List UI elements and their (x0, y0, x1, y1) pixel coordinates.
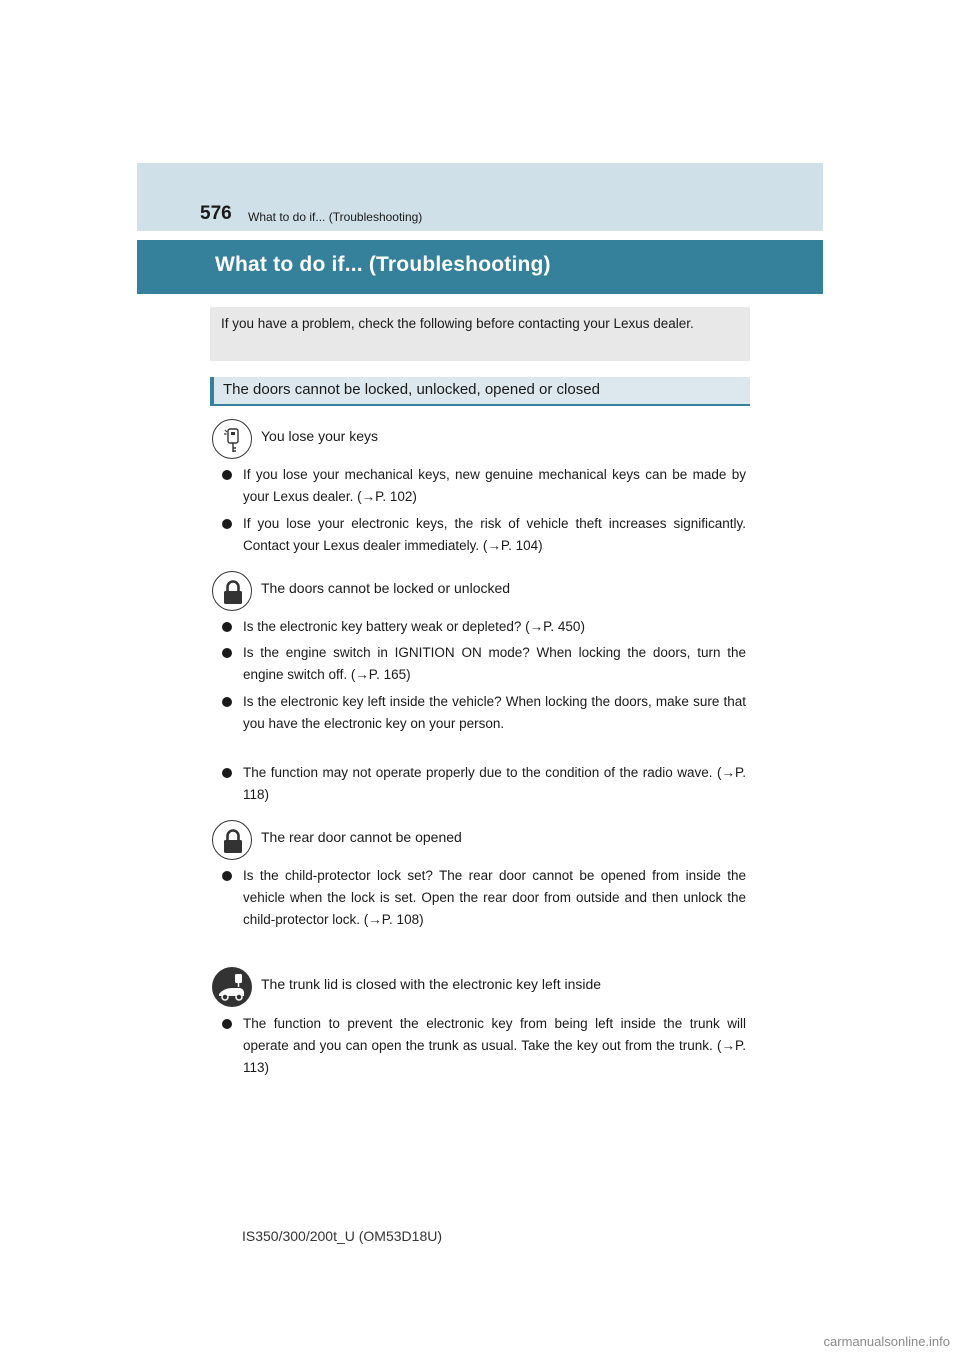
list-item: Is the child-protector lock set? The rear door cannot be opened from inside the vehicle when the lock is set. Open the rear door from outside and then unlock the child-protector lock. (→P. 108) (222, 865, 746, 931)
key-icon (212, 419, 252, 459)
subsection-label: The trunk lid is closed with the electronic key left inside (261, 976, 602, 992)
bullet-icon (222, 519, 232, 529)
subsection-label: The rear door cannot be opened (261, 829, 462, 845)
title-bar (137, 240, 823, 294)
list-item: Is the electronic key battery weak or depleted? (→P. 450) (222, 616, 746, 638)
trunk-key-icon (212, 967, 252, 1007)
bullet-icon (222, 768, 232, 778)
subsection-label: You lose your keys (261, 428, 378, 444)
bullet-icon (222, 697, 232, 707)
intro-note: If you have a problem, check the following before contacting your Lexus dealer. (210, 307, 750, 361)
header-band (137, 163, 823, 231)
page-number: 576 (200, 203, 232, 224)
section-heading (210, 377, 750, 406)
bullet-icon (222, 1019, 232, 1029)
list-item: If you lose your electronic keys, the risk of vehicle theft increases significantly. Contact your Lexus dealer immediately. (→P. 104) (222, 513, 746, 557)
watermark: carmanualsonline.info (823, 1334, 950, 1349)
list-item: If you lose your mechanical keys, new genuine mechanical keys can be made by your Lexus dealer. (→P. 102) (222, 464, 746, 508)
bullet-icon (222, 648, 232, 658)
bullet-icon (222, 622, 232, 632)
list-item: Is the electronic key left inside the vehicle? When locking the doors, make sure that you have the electronic key on your person. (222, 691, 746, 735)
list-item: The function may not operate properly due to the condition of the radio wave. (→P. 118) (222, 762, 746, 806)
section-heading-label: The doors cannot be locked, unlocked, opened or closed (223, 381, 600, 398)
running-title: What to do if... (Troubleshooting) (248, 210, 423, 224)
bullet-icon (222, 871, 232, 881)
page-title: What to do if... (Troubleshooting) (215, 253, 551, 276)
padlock-icon (212, 820, 252, 860)
list-item: Is the engine switch in IGNITION ON mode? When locking the doors, turn the engine switch off. (→P. 165) (222, 642, 746, 686)
list-item: The function to prevent the electronic key from being left inside the trunk will operate and you can open the trunk as usual. Take the key out from the trunk. (→P. 113) (222, 1013, 746, 1079)
bullet-icon (222, 470, 232, 480)
subsection-label: The doors cannot be locked or unlocked (261, 580, 511, 596)
padlock-icon (212, 571, 252, 611)
footer-model: IS350/300/200t_U (OM53D18U) (242, 1228, 442, 1244)
